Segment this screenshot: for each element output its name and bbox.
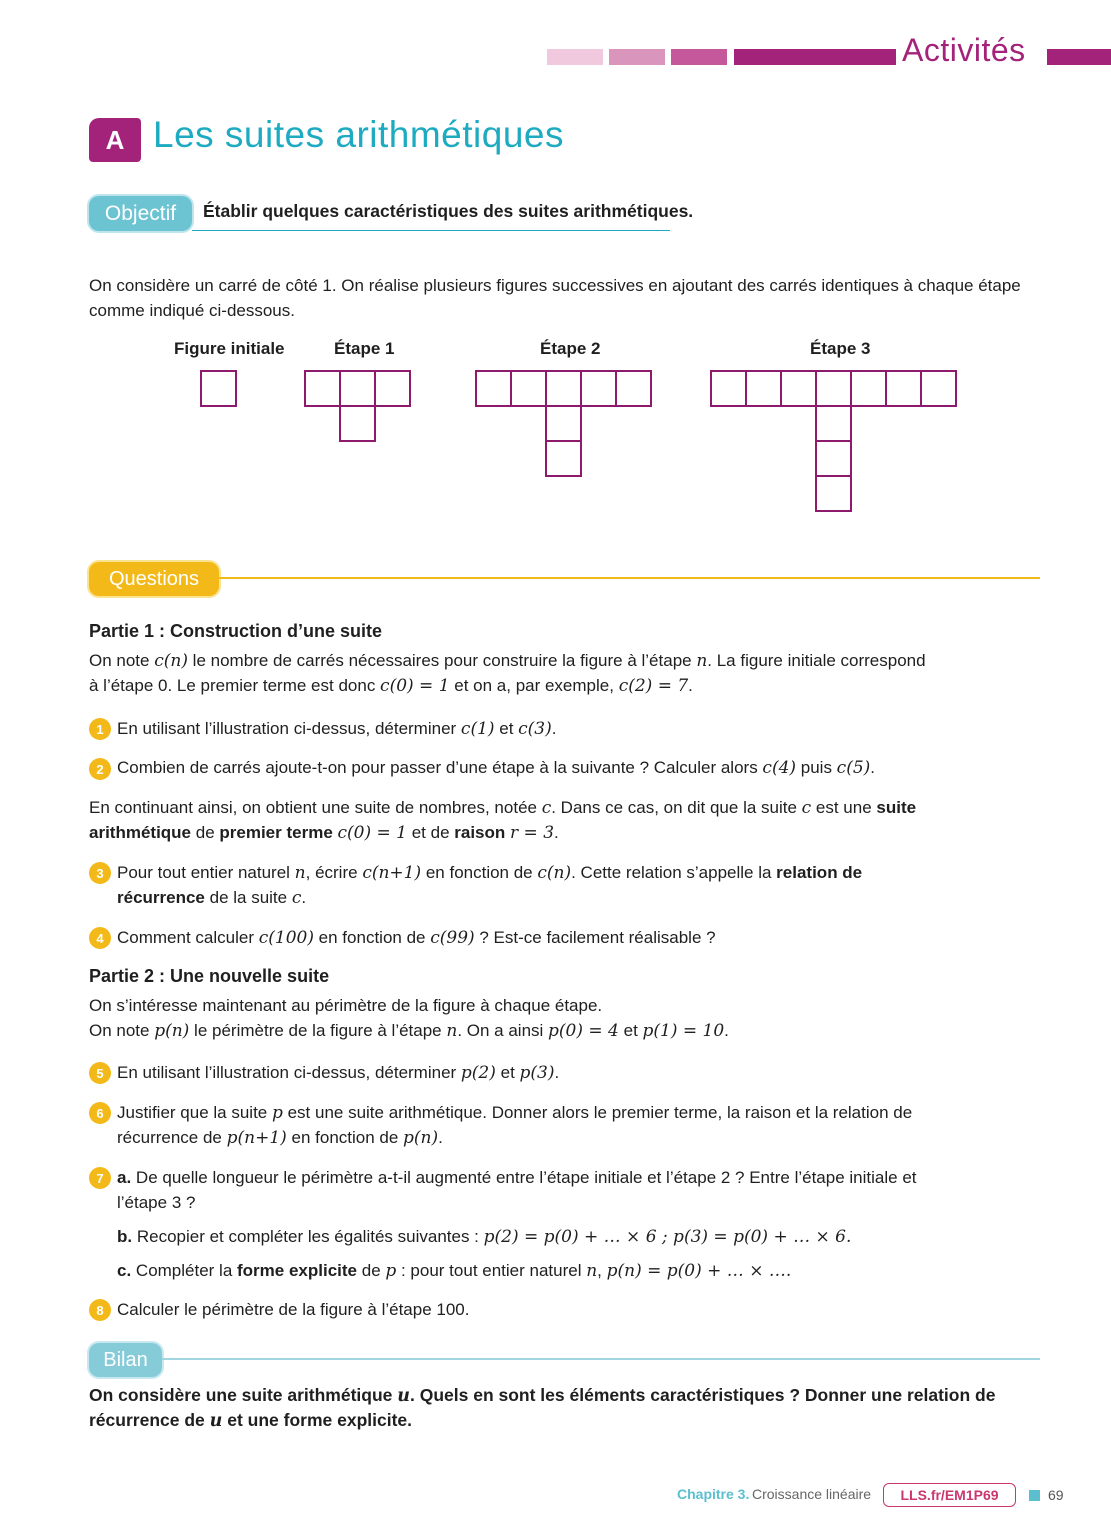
square xyxy=(816,476,851,511)
question-number-2: 2 xyxy=(89,758,111,780)
square xyxy=(851,371,886,406)
question-6-line2: récurrence de p(n+1) en fonction de p(n). xyxy=(117,1128,443,1148)
bilan-line1: On considère une suite arithmétique u. Quels en sont les éléments caractéristiques ? Donner une relation de xyxy=(89,1385,996,1406)
footer-ref-link[interactable]: LLS.fr/EM1P69 xyxy=(883,1483,1016,1507)
figure-label-initial: Figure initiale xyxy=(174,339,285,358)
question-number-8: 8 xyxy=(89,1299,111,1321)
question-6-line1: Justifier que la suite p est une suite arithmétique. Donner alors le premier terme, la raison et la relation de xyxy=(117,1103,913,1123)
square xyxy=(340,371,375,406)
bilan-pill: Bilan xyxy=(89,1343,162,1377)
square xyxy=(816,441,851,476)
figure-label-step2: Étape 2 xyxy=(540,339,601,358)
page-title: Les suites arithmétiques xyxy=(153,114,564,155)
footer-square-icon xyxy=(1029,1490,1040,1501)
figures-illustration xyxy=(0,0,1111,530)
partie1-title: Partie 1 : Construction d’une suite xyxy=(89,621,383,641)
question-7c: c. Compléter la forme explicite de p : pour tout entier naturel n, p(n) = p(0) + … × …. xyxy=(117,1261,792,1281)
square xyxy=(746,371,781,406)
question-4: Comment calculer c(100) en fonction de c(99) ? Est-ce facilement réalisable ? xyxy=(117,928,716,948)
section-badge: A xyxy=(89,118,141,162)
square xyxy=(546,441,581,476)
question-number-6: 6 xyxy=(89,1102,111,1124)
square xyxy=(816,406,851,441)
page-number: 69 xyxy=(1048,1487,1064,1503)
square xyxy=(816,371,851,406)
figure-label-step1: Étape 1 xyxy=(334,339,395,358)
intro-line-1: On considère un carré de côté 1. On réalise plusieurs figures successives en ajoutant des carrés identiques à chaque étape xyxy=(89,276,1021,295)
square xyxy=(546,371,581,406)
square xyxy=(616,371,651,406)
partie2-intro-line1: On s’intéresse maintenant au périmètre de la figure à chaque étape. xyxy=(89,996,603,1015)
question-8: Calculer le périmètre de la figure à l’étape 100. xyxy=(117,1300,470,1319)
square xyxy=(781,371,816,406)
partie1-intro-line1: On note c(n) le nombre de carrés nécessaires pour construire la figure à l’étape n. La figure initiale correspond xyxy=(89,651,926,671)
square xyxy=(375,371,410,406)
objectif-text: Établir quelques caractéristiques des suites arithmétiques. xyxy=(203,201,694,221)
square xyxy=(581,371,616,406)
questions-rule xyxy=(219,577,1040,579)
square xyxy=(546,406,581,441)
continuation-line2: arithmétique de premier terme c(0) = 1 et de raison r = 3. xyxy=(89,823,559,843)
question-1: En utilisant l’illustration ci-dessus, déterminer c(1) et c(3). xyxy=(117,719,557,739)
partie2-intro-line2: On note p(n) le périmètre de la figure à l’étape n. On a ainsi p(0) = 4 et p(1) = 10. xyxy=(89,1021,729,1041)
square xyxy=(711,371,746,406)
square xyxy=(921,371,956,406)
question-number-1: 1 xyxy=(89,718,111,740)
square xyxy=(476,371,511,406)
question-number-3: 3 xyxy=(89,862,111,884)
bilan-line2: récurrence de u et une forme explicite. xyxy=(89,1410,412,1431)
question-2: Combien de carrés ajoute-t-on pour passer d’une étape à la suivante ? Calculer alors c(4) puis c(5). xyxy=(117,758,876,778)
question-number-7: 7 xyxy=(89,1167,111,1189)
bilan-rule xyxy=(162,1358,1040,1360)
question-3-line2: récurrence de la suite c. xyxy=(117,888,307,908)
square xyxy=(201,371,236,406)
partie1-intro-line2: à l’étape 0. Le premier terme est donc c(0) = 1 et on a, par exemple, c(2) = 7. xyxy=(89,676,693,696)
footer-chapter: Chapitre 3. xyxy=(677,1486,750,1502)
question-7a-line2: l’étape 3 ? xyxy=(117,1193,196,1212)
question-7b: b. Recopier et compléter les égalités suivantes : p(2) = p(0) + … × 6 ; p(3) = p(0) + … × 6. xyxy=(117,1227,852,1247)
footer-chapter-title: Croissance linéaire xyxy=(752,1486,872,1502)
objectif-pill: Objectif xyxy=(89,196,192,231)
continuation-line1: En continuant ainsi, on obtient une suite de nombres, notée c. Dans ce cas, on dit que la suite c est une suite xyxy=(89,798,917,818)
question-3-line1: Pour tout entier naturel n, écrire c(n+1) en fonction de c(n). Cette relation s’appelle la relation de xyxy=(117,863,863,883)
question-7a-line1: a. De quelle longueur le périmètre a-t-il augmenté entre l’étape initiale et l’étape 2 ? Entre l’étape initiale et xyxy=(117,1168,917,1187)
question-5: En utilisant l’illustration ci-dessus, déterminer p(2) et p(3). xyxy=(117,1063,560,1083)
square xyxy=(886,371,921,406)
square xyxy=(305,371,340,406)
questions-pill: Questions xyxy=(89,562,219,596)
intro-line-2: comme indiqué ci-dessous. xyxy=(89,301,295,320)
figure-label-step3: Étape 3 xyxy=(810,339,871,358)
question-number-5: 5 xyxy=(89,1062,111,1084)
section-header: Activités xyxy=(902,32,1026,68)
square xyxy=(340,406,375,441)
partie2-title: Partie 2 : Une nouvelle suite xyxy=(89,966,330,986)
square xyxy=(511,371,546,406)
question-number-4: 4 xyxy=(89,927,111,949)
